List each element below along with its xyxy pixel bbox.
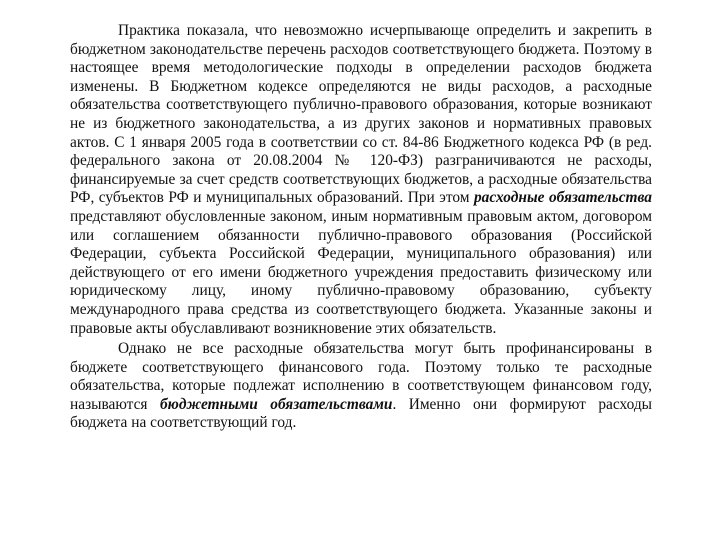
term-expenditure-obligations: расходные обязательства xyxy=(473,189,652,207)
paragraph-expenditure-obligations xyxy=(70,22,652,338)
paragraph-text: представляют обусловленные законом, иным нормативным правовым актом, договором или соглашением обязанности публично-правового образования (Российской Федерации, субъекта Российской Федерации, муниципального образования) или действующего от его имени бюджетного учреждения предоставить физическому или юридическому лицу, иному публично-правовому образованию, субъекту международного права средства из соответствующего бюджета. Указанные законы и правовые акты обуславливают возникновение этих обязательств. xyxy=(70,207,652,337)
paragraph-budget-obligations xyxy=(70,340,652,433)
term-budget-obligations: бюджетными обязательствами xyxy=(159,395,393,413)
paragraph-text: Однако не все расходные обязательства могут быть профинансированы в бюджете соответствующего финансового года. Поэтому только те расходные обязательства, которые подлежат исполнению в соответствующем финансовом году, называются xyxy=(70,340,652,413)
paragraph-text: . Именно они формируют расходы бюджета на соответствующий год. xyxy=(70,395,652,432)
document-body xyxy=(70,22,652,433)
paragraph-text: Практика показала, что невозможно исчерпывающе определить и закрепить в бюджетном законодательстве перечень расходов соответствующего бюджета. Поэтому в настоящее время методологические подходы в определении расходов бюджета изменены. В Бюджетном кодексе определяются не виды расходов, а расходные обязательства соответствующего публично-правового образования, которые возникают не из бюджетного законодательства, а из других законов и нормативных правовых актов. С 1 января 2005 года в соответствии со ст. 84-86 Бюджетного кодекса РФ (в ред. федерального закона от 20.08.2004 № 120-ФЗ) разграничиваются не расходы, финансируемые за счет средств соответствующих бюджетов, а расходные обязательства РФ, субъектов РФ и муниципальных образований. При этом xyxy=(70,22,652,207)
